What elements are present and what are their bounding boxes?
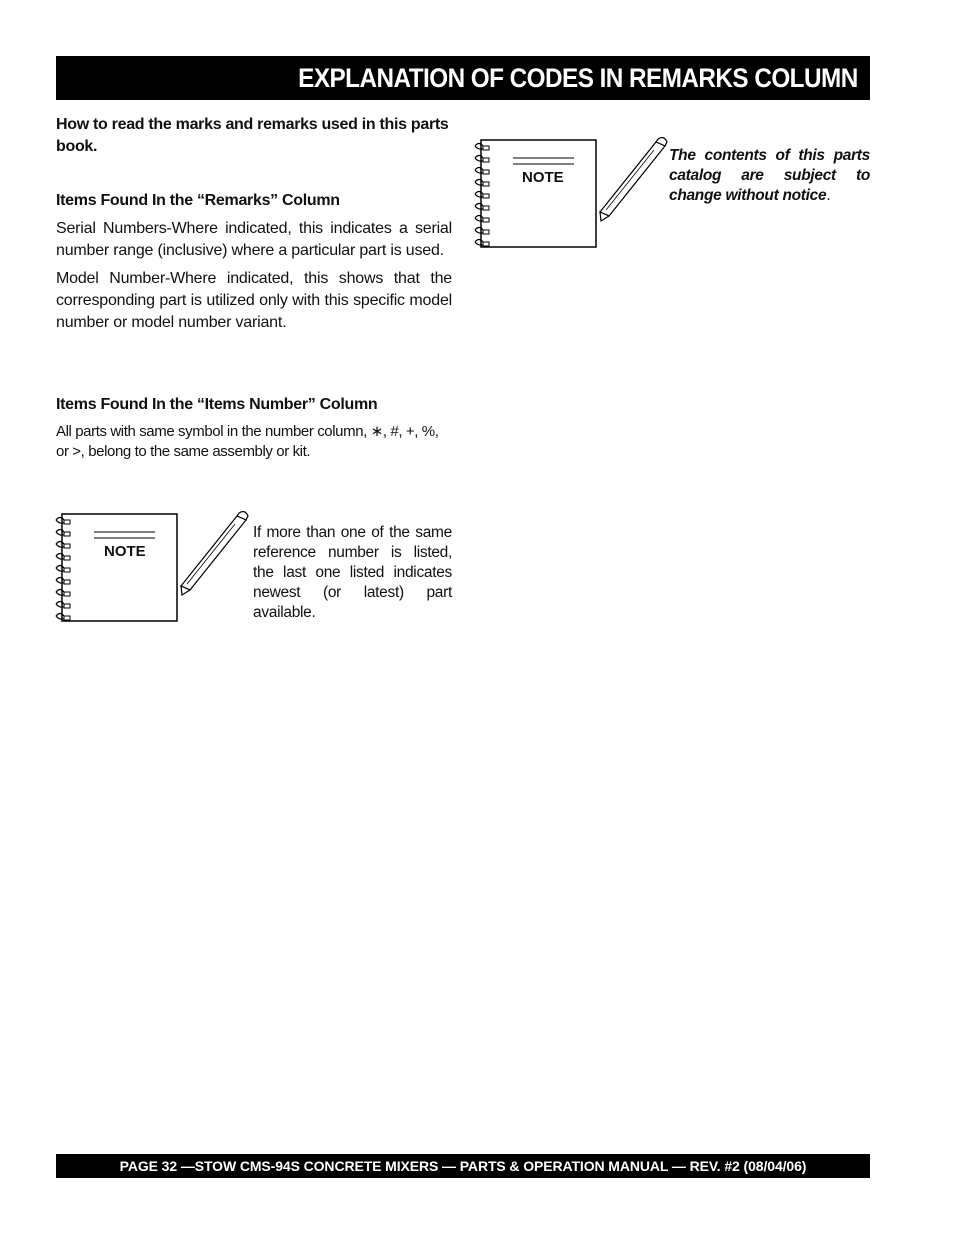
- remarks-heading: Items Found In the “Remarks” Column: [56, 192, 340, 209]
- items-heading: Items Found In the “Items Number” Column: [56, 396, 378, 413]
- footer-text: PAGE 32 —STOW CMS-94S CONCRETE MIXERS — PARTS & OPERATION MANUAL — REV. #2 (08/04/06): [119, 1158, 807, 1174]
- left-column: [56, 114, 452, 462]
- note-2-text: [669, 146, 870, 206]
- note-2-suffix: .: [826, 187, 831, 204]
- notebook-pencil-icon: [54, 508, 254, 626]
- note-1-text: If more than one of the same reference number is listed, the last one listed indicates newest (or latest) part available.: [253, 524, 452, 621]
- note-label: NOTE: [522, 169, 564, 186]
- page-title: EXPLANATION OF CODES IN REMARKS COLUMN: [298, 62, 858, 93]
- intro-text: How to read the marks and remarks used in this parts book.: [56, 116, 449, 155]
- note-1: [54, 508, 254, 626]
- title-bar: [56, 56, 870, 100]
- items-text: All parts with same symbol in the number column, ∗, #, +, %, or >, belong to the same assembly or kit.: [56, 423, 439, 460]
- note-2: [473, 134, 673, 252]
- model-number-text: Model Number-Where indicated, this shows that the corresponding part is utilized only with this specific model number or model number variant.: [56, 270, 452, 331]
- serial-numbers-text: Serial Numbers-Where indicated, this indicates a serial number range (inclusive) where a particular part is used.: [56, 220, 452, 259]
- note-label: NOTE: [104, 543, 146, 560]
- footer-bar: [56, 1154, 870, 1178]
- notebook-pencil-icon: [473, 134, 673, 252]
- note-2-body: The contents of this parts catalog are subject to change without notice: [669, 147, 870, 204]
